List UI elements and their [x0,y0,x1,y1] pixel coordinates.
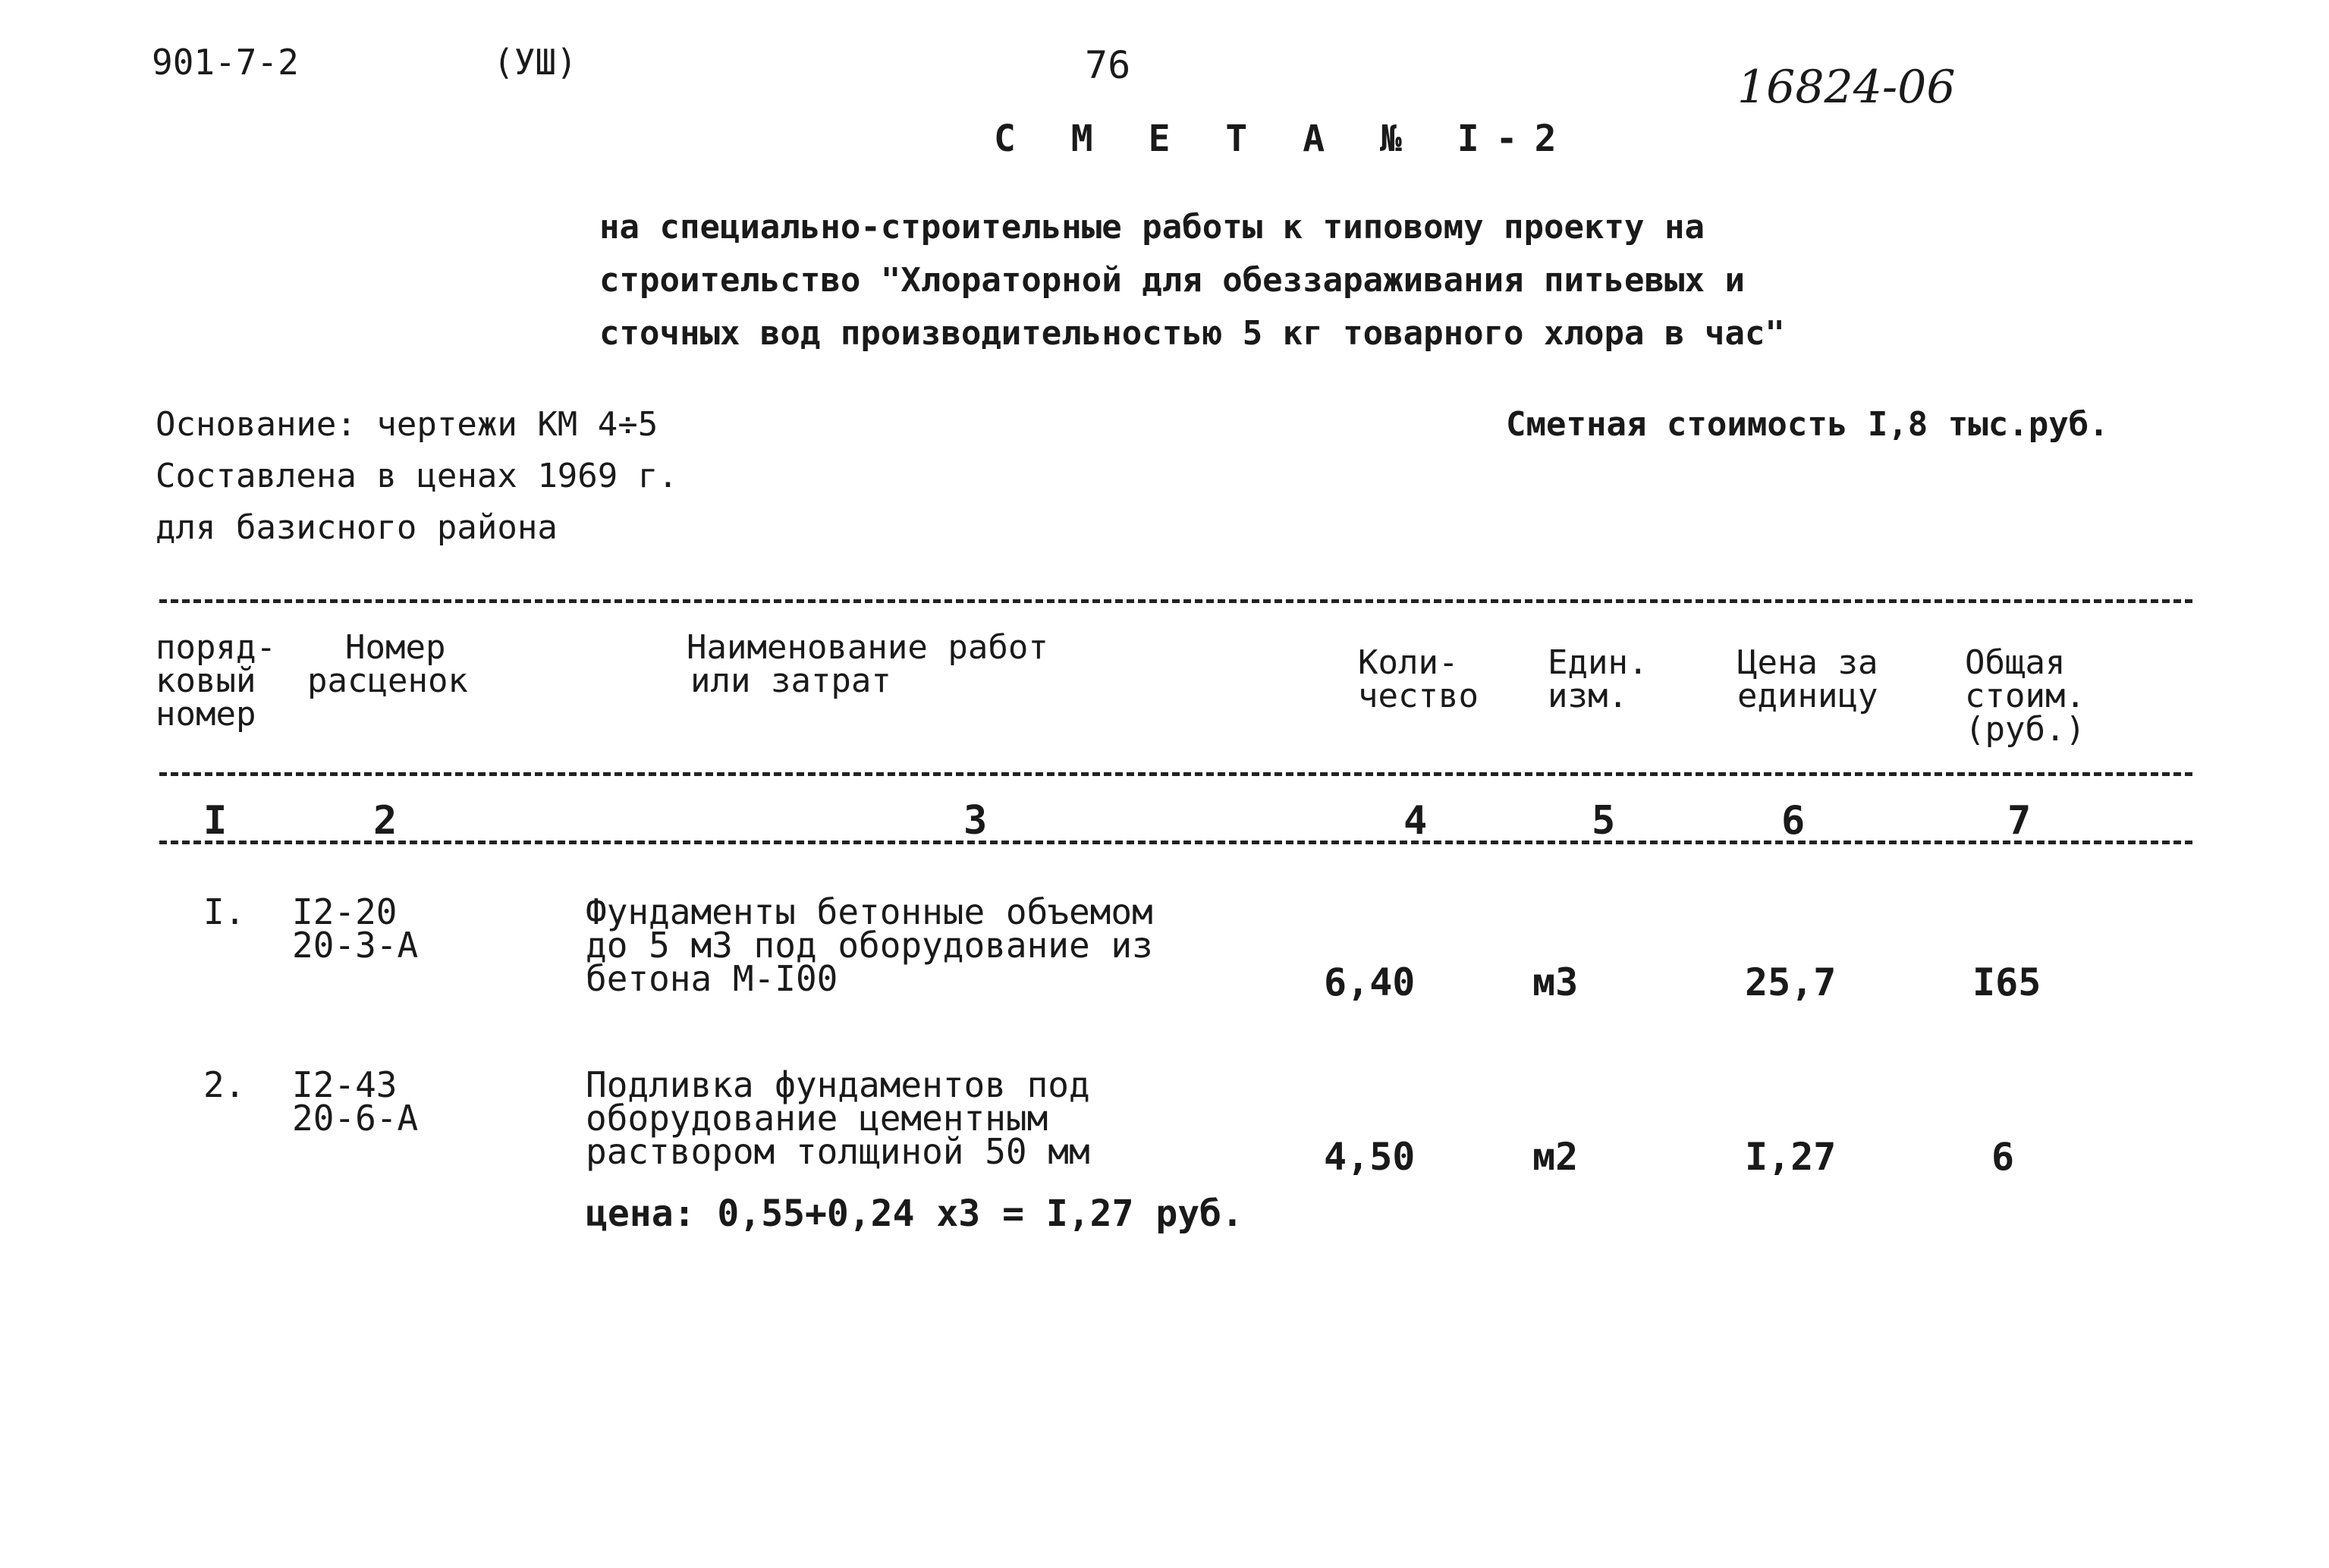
header-col-3: Наименование работ или затрат [687,628,1048,700]
header-col-5: Един. изм. [1548,643,1649,715]
row-2-codes: I2-43 20-6-А [292,1064,419,1139]
basis-line-1: Основание: чертежи КМ 4÷5 [156,405,658,444]
header-col-6: Цена за единицу [1737,643,1878,715]
row-1-price: 25,7 [1745,960,1837,1004]
row-1-codes: I2-20 20-3-А [292,891,419,966]
row-1-number: I. [203,891,246,932]
column-numbers-rule [159,841,2192,844]
document-code: 901-7-2 [152,42,299,83]
basis-line-2: Составлена в ценах 1969 г. [156,457,678,495]
page-number: 76 [1085,43,1131,87]
basis-line-3: для базисного района [156,508,558,547]
row-1-quantity: 6,40 [1324,960,1416,1004]
column-number-7: 7 [2007,798,2032,844]
table-top-rule [159,599,2192,603]
volume-label: (УШ) [493,42,577,83]
column-number-6: 6 [1781,798,1806,844]
row-2-quantity: 4,50 [1324,1135,1416,1179]
subtitle-line-2: строительство "Хлораторной для обеззараживания питьевых и [599,261,1745,300]
row-2-price: I,27 [1745,1135,1837,1179]
header-bottom-rule [159,772,2192,776]
row-2-total: 6 [1991,1135,2015,1179]
column-number-5: 5 [1592,798,1616,844]
subtitle-line-1: на специально-строительные работы к типовому проекту на [599,208,1705,247]
estimated-cost: Сметная стоимость I,8 тыс.руб. [1506,405,2109,444]
header-col-1: поряд- ковый номер [156,628,276,734]
row-2-unit: м2 [1532,1135,1579,1179]
row-2-price-note: цена: 0,55+0,24 х3 = I,27 руб. [586,1192,1243,1235]
column-number-4: 4 [1403,798,1428,844]
document-title: С М Е Т А № I-2 [994,118,1573,160]
row-2-name: Подливка фундаментов под оборудование цементным раствором толщиной 50 мм [586,1064,1090,1172]
row-1-unit: м3 [1532,960,1579,1004]
header-col-4: Коли- чество [1358,643,1479,715]
column-number-2: 2 [373,798,398,844]
subtitle-line-3: сточных вод производительностью 5 кг товарного хлора в час" [599,314,1785,353]
column-number-3: 3 [963,798,988,844]
header-col-2: Номер расценок [307,628,468,700]
handwritten-number: 16824-06 [1737,61,1956,114]
column-number-1: I [203,798,228,844]
header-col-7: Общая стоим. (руб.) [1965,643,2085,749]
row-2-number: 2. [203,1064,246,1105]
row-1-name: Фундаменты бетонные объемом до 5 м3 под оборудование из бетона М-I00 [586,891,1153,999]
row-1-total: I65 [1972,960,2041,1004]
